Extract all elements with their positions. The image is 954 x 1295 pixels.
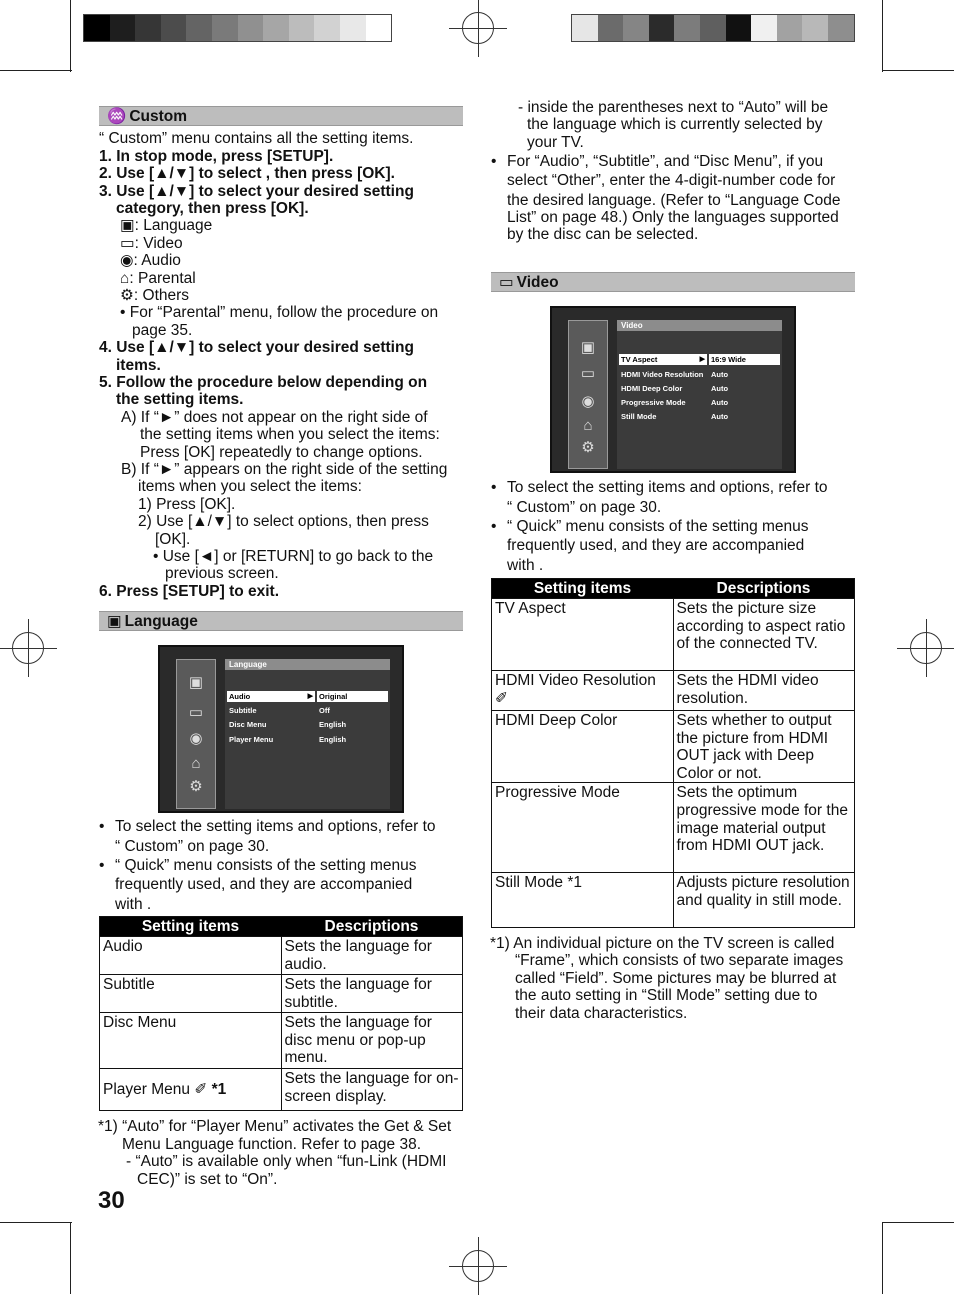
- video-menu-screen: [550, 306, 796, 473]
- step-2: 2. Use [▲/▼] to select , then press [OK].: [99, 165, 395, 182]
- table-cell: Sets the language for subtitle.: [281, 975, 463, 1013]
- table-cell: HDMI Video Resolution ✐: [492, 671, 674, 711]
- bullet: •: [491, 518, 497, 535]
- video-note-2-cont: with .: [507, 557, 544, 574]
- table-cell: Sets the optimum progressive mode for the image material output from HDMI OUT jack.: [673, 783, 855, 873]
- bullet: •: [99, 857, 105, 874]
- menu-row: Audio ▶ Original: [227, 691, 388, 702]
- video-note-2-cont: frequently used, and they are accompanied: [507, 537, 805, 554]
- step-6: 6. Press [SETUP] to exit.: [99, 583, 280, 600]
- step-5b-2: 2) Use [▲/▼] to select options, then press: [138, 513, 429, 530]
- table-cell: Disc Menu: [100, 1013, 282, 1069]
- bullet: •: [491, 479, 497, 496]
- video-footnote: *1) An individual picture on the TV screen is called: [490, 935, 835, 952]
- step-5: 5. Follow the procedure below depending on: [99, 374, 428, 391]
- step-1: 1. In stop mode, press [SETUP].: [99, 148, 334, 165]
- language-note-2: “ Quick” menu consists of the setting menus: [115, 857, 417, 874]
- menu-title: Video: [617, 320, 782, 331]
- audio-icon: ◉: [581, 393, 595, 410]
- quick-icon: ✐: [194, 1081, 208, 1099]
- crop-mark: [70, 0, 71, 72]
- category-language: ▣: Language: [120, 217, 213, 234]
- language-note-2-cont: frequently used, and they are accompanied: [115, 876, 413, 893]
- table-row: [492, 783, 855, 873]
- right-text: by the disc can be selected.: [507, 226, 699, 243]
- menu-row: Player Menu English: [229, 735, 347, 744]
- menu-sidebar: [568, 320, 608, 469]
- language-note-1-cont: “ Custom” on page 30.: [115, 838, 270, 855]
- right-text: the language which is currently selected by: [527, 116, 823, 133]
- audio-icon: ◉: [120, 252, 134, 269]
- parental-icon: ⌂: [120, 270, 130, 287]
- step-3: 3. Use [▲/▼] to select your desired setting: [99, 183, 414, 200]
- video-note-1-cont: “ Custom” on page 30.: [507, 499, 662, 516]
- table-cell: Still Mode *1: [492, 873, 674, 928]
- right-text: List” on page 48.) Only the languages supported: [507, 209, 839, 226]
- table-cell: Audio: [100, 937, 282, 975]
- color-bar-left: [83, 14, 392, 42]
- menu-row: HDMI Deep Color Auto: [621, 384, 729, 393]
- video-icon: ▭: [120, 235, 135, 252]
- menu-panel: [225, 659, 390, 809]
- registration-mark: [462, 1250, 494, 1282]
- menu-row: HDMI Video Resolution Auto: [621, 370, 729, 379]
- table-cell: Player Menu ✐ *1: [100, 1069, 282, 1111]
- language-footnote: *1) “Auto” for “Player Menu” activates the Get & Set: [98, 1118, 452, 1135]
- table-cell: TV Aspect: [492, 599, 674, 671]
- table-row: [492, 599, 855, 671]
- table-row: [100, 1069, 463, 1111]
- parental-icon: ⌂: [583, 417, 593, 434]
- table-cell: Sets the language for on-screen display.: [281, 1069, 463, 1111]
- video-footnote-cont: the auto setting in “Still Mode” setting due to: [515, 987, 818, 1004]
- table-cell: Sets the HDMI video resolution.: [673, 671, 855, 711]
- menu-row: Subtitle Off: [229, 706, 330, 715]
- video-note-2: “ Quick” menu consists of the setting menus: [507, 518, 809, 535]
- step-5b-bullet-cont: previous screen.: [165, 565, 279, 582]
- language-settings-table: [99, 916, 463, 1111]
- language-menu-screen: [158, 645, 404, 813]
- table-row: [492, 873, 855, 928]
- language-footnote-cont: Menu Language function. Refer to page 38.: [122, 1136, 422, 1153]
- crop-mark: [0, 1222, 72, 1223]
- page-number: 30: [98, 1187, 125, 1214]
- table-cell: Progressive Mode: [492, 783, 674, 873]
- crop-mark: [70, 1222, 71, 1294]
- video-icon: ▭: [188, 704, 204, 721]
- category-video: ▭: Video: [120, 235, 183, 252]
- video-footnote-cont: “Frame”, which consists of two separate images: [515, 952, 844, 969]
- others-icon: ⚙: [581, 439, 595, 456]
- registration-mark: [910, 632, 942, 664]
- right-text: For “Audio”, “Subtitle”, and “Disc Menu”, if you: [507, 153, 824, 170]
- step-4: 4. Use [▲/▼] to select your desired setting: [99, 339, 414, 356]
- crop-mark: [0, 70, 72, 71]
- language-note-1: To select the setting items and options, refer to: [115, 818, 436, 835]
- custom-section-header: ♒ Custom: [99, 106, 463, 126]
- table-header: Descriptions: [281, 917, 463, 937]
- table-row: [100, 1013, 463, 1069]
- language-icon: ▣: [188, 674, 204, 691]
- bullet: •: [491, 153, 497, 170]
- crop-mark: [882, 1222, 954, 1223]
- table-cell: Sets the language for disc menu or pop-up menu.: [281, 1013, 463, 1069]
- menu-panel: [617, 320, 782, 469]
- language-icon: ▣: [580, 339, 596, 356]
- menu-sidebar: [176, 659, 216, 809]
- step-5b-1: 1) Press [OK].: [138, 496, 236, 513]
- language-footnote-cont: - “Auto” is available only when “fun-Link (HDMI: [126, 1153, 447, 1170]
- table-cell: Sets the language for audio.: [281, 937, 463, 975]
- video-settings-table: [491, 578, 855, 928]
- category-audio: ◉: Audio: [120, 252, 181, 269]
- table-cell: Sets the picture size according to aspect ratio of the connected TV.: [673, 599, 855, 671]
- language-icon: ▣: [120, 217, 135, 234]
- table-cell: Adjusts picture resolution and quality in still mode.: [673, 873, 855, 928]
- category-parental: ⌂: Parental: [120, 270, 196, 287]
- menu-title: Language: [225, 659, 390, 670]
- language-section-header: ▣ Language: [99, 611, 463, 631]
- step-5b-cont: items when you select the items:: [138, 478, 362, 495]
- table-row: [100, 975, 463, 1013]
- language-icon: ▣: [107, 613, 122, 630]
- language-note-2-cont: with .: [115, 896, 152, 913]
- others-icon: ⚙: [120, 287, 134, 304]
- table-cell: HDMI Deep Color: [492, 711, 674, 783]
- crop-mark: [882, 1222, 883, 1294]
- right-text: - inside the parentheses next to “Auto” will be: [518, 99, 829, 116]
- parental-note: • For “Parental” menu, follow the procedure on: [120, 304, 439, 321]
- parental-icon: ⌂: [191, 755, 201, 772]
- registration-mark: [462, 12, 494, 44]
- menu-row: Disc Menu English: [229, 720, 347, 729]
- table-cell: Subtitle: [100, 975, 282, 1013]
- custom-intro: “ Custom” menu contains all the setting items.: [99, 130, 414, 147]
- step-5a: A) If “►” does not appear on the right side of: [121, 409, 428, 426]
- step-5b: B) If “►” appears on the right side of the setting: [121, 461, 448, 478]
- step-5b-bullet: • Use [◄] or [RETURN] to go back to the: [153, 548, 434, 565]
- video-icon: ▭: [499, 274, 514, 291]
- table-row: [492, 711, 855, 783]
- menu-row: Progressive Mode Auto: [621, 398, 729, 407]
- quick-icon: ✐: [495, 689, 508, 707]
- table-cell: Sets whether to output the picture from HDMI OUT jack with Deep Color or not.: [673, 711, 855, 783]
- table-header: Setting items: [100, 917, 282, 937]
- video-icon: ▭: [580, 365, 596, 382]
- menu-row: Still Mode Auto: [621, 412, 729, 421]
- language-footnote-cont: CEC)” is set to “On”.: [137, 1171, 278, 1188]
- table-header: Setting items: [492, 579, 674, 599]
- audio-icon: ◉: [189, 730, 203, 747]
- others-icon: ⚙: [189, 778, 203, 795]
- step-5a-cont: the setting items when you select the items:: [140, 426, 440, 443]
- table-row: [100, 937, 463, 975]
- video-section-header: ▭ Video: [491, 272, 855, 292]
- step-5-cont: the setting items.: [116, 391, 244, 408]
- bullet: •: [99, 818, 105, 835]
- menu-row: TV Aspect ▶ 16:9 Wide: [619, 354, 780, 365]
- step-3-cont: category, then press [OK].: [116, 200, 309, 217]
- right-text: your TV.: [527, 134, 584, 151]
- video-footnote-cont: their data characteristics.: [515, 1005, 688, 1022]
- table-header: Descriptions: [673, 579, 855, 599]
- step-5a-cont: Press [OK] repeatedly to change options.: [140, 444, 423, 461]
- right-text: select “Other”, enter the 4-digit-number code for: [507, 172, 836, 189]
- custom-icon: ♒: [107, 108, 127, 125]
- registration-mark: [12, 632, 44, 664]
- category-others: ⚙: Others: [120, 287, 190, 304]
- step-4-cont: items.: [116, 357, 161, 374]
- crop-mark: [882, 70, 954, 71]
- video-footnote-cont: called “Field”. Some pictures may be blurred at: [515, 970, 837, 987]
- crop-mark: [882, 0, 883, 72]
- table-row: [492, 671, 855, 711]
- color-bar-right: [571, 14, 855, 42]
- video-note-1: To select the setting items and options, refer to: [507, 479, 828, 496]
- right-text: the desired language. (Refer to “Language Code: [507, 192, 841, 209]
- step-5b-2-cont: [OK].: [155, 531, 191, 548]
- parental-note-cont: page 35.: [132, 322, 193, 339]
